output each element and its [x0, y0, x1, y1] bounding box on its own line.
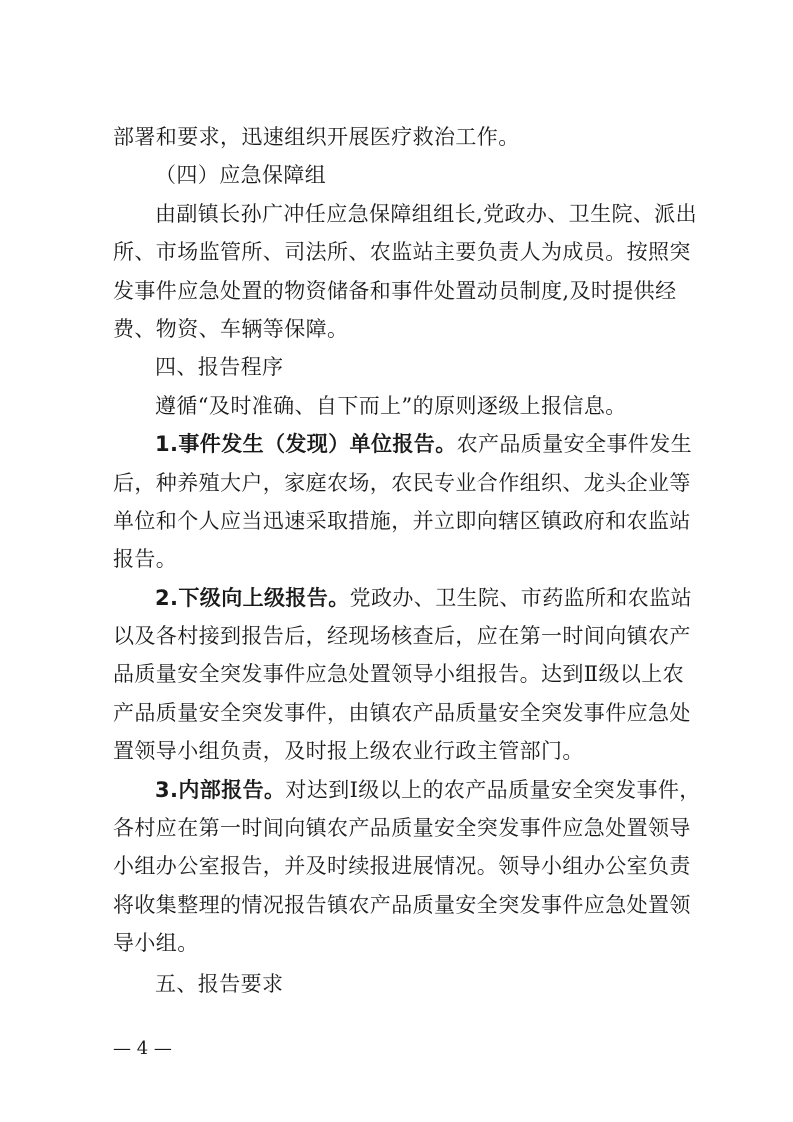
- paragraph-line: [113, 579, 698, 617]
- item-title: 3.内部报告。: [155, 777, 286, 802]
- page-number: — 4 —: [113, 1038, 172, 1059]
- paragraph-line: [113, 771, 701, 809]
- paragraph-line: 所、市场监管所、司法所、农监站主要负责人为成员。按照突: [113, 240, 691, 265]
- paragraph-line: 导小组。: [113, 931, 199, 956]
- paragraph-line: 小组办公室报告，并及时续报进展情况。领导小组办公室负责: [113, 854, 691, 879]
- section-heading: 四、报告程序: [155, 355, 284, 380]
- paragraph-line: 遵循“及时准确、自下而上”的原则逐级上报信息。: [155, 393, 627, 418]
- document-body: [113, 118, 701, 1003]
- paragraph-line: 部署和要求，迅速组织开展医疗救治工作。: [113, 125, 520, 149]
- paragraph-line: 后，种养殖大户，家庭农场，农民专业合作组织、龙头企业等: [113, 470, 691, 495]
- section-heading: 五、报告要求: [155, 971, 284, 996]
- item-text: 农产品质量安全事件发生: [456, 432, 692, 457]
- paragraph-line: 将收集整理的情况报告镇农产品质量安全突发事件应急处置领: [113, 892, 691, 917]
- paragraph-line: 产品质量安全突发事件，由镇农产品质量安全突发事件应急处: [113, 700, 691, 725]
- paragraph-line: 以及各村接到报告后，经现场核查后，应在第一时间向镇农产: [113, 624, 691, 649]
- subsection-heading: （四）应急保障组: [155, 163, 327, 188]
- paragraph-line: 费、物资、车辆等保障。: [113, 316, 349, 341]
- paragraph-line: 由副镇长孙广冲任应急保障组组长,党政办、卫生院、派出: [155, 201, 698, 226]
- paragraph-line: 品质量安全突发事件应急处置领导小组报告。达到Ⅱ级以上农: [113, 662, 685, 687]
- paragraph-line: 发事件应急处置的物资储备和事件处置动员制度,及时提供经: [113, 278, 677, 303]
- item-text: 党政办、卫生院、市药监所和农监站: [349, 585, 692, 610]
- paragraph-line: 各村应在第一时间向镇农产品质量安全突发事件应急处置领导: [113, 816, 691, 841]
- item-text: 对达到Ⅰ级以上的农产品质量安全突发事件，: [285, 777, 701, 802]
- item-title: 2.下级向上级报告。: [155, 585, 350, 610]
- paragraph-line: 单位和个人应当迅速采取措施，并立即向辖区镇政府和农监站: [113, 508, 691, 533]
- paragraph-line: [113, 425, 698, 463]
- paragraph-line: 报告。: [113, 547, 178, 572]
- item-title: 1.事件发生（发现）单位报告。: [155, 432, 457, 457]
- paragraph-line: 置领导小组负责，及时报上级农业行政主管部门。: [113, 739, 584, 764]
